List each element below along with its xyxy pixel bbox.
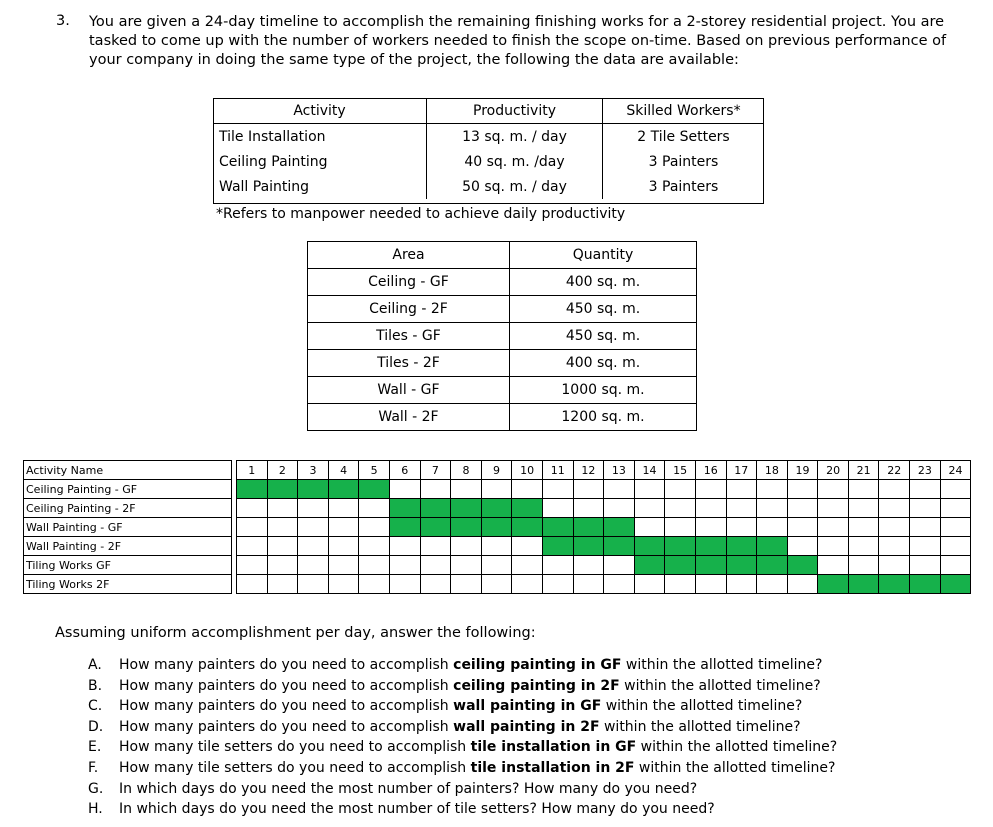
gantt-empty-cell bbox=[604, 575, 635, 594]
gantt-bar-cell bbox=[879, 575, 910, 594]
activity-cell: Wall Painting bbox=[213, 174, 427, 199]
problem-number: 3. bbox=[56, 13, 70, 29]
question-text: In which days do you need the most number of painters? How many do you need? bbox=[119, 780, 698, 797]
gantt-activity-name: Tiling Works 2F bbox=[24, 575, 232, 594]
question-item bbox=[88, 676, 837, 697]
gantt-empty-cell bbox=[542, 575, 573, 594]
gantt-empty-cell bbox=[848, 499, 879, 518]
question-text: How many painters do you need to accomplish bbox=[119, 718, 454, 735]
gantt-empty-cell bbox=[757, 499, 788, 518]
gantt-day-label: 17 bbox=[726, 461, 757, 480]
gantt-empty-cell bbox=[879, 556, 910, 575]
question-text: How many tile setters do you need to accomplish bbox=[119, 739, 471, 756]
question-text-end: within the allotted timeline? bbox=[599, 718, 801, 735]
gantt-empty-cell bbox=[328, 518, 359, 537]
productivity-footnote: *Refers to manpower needed to achieve daily productivity bbox=[216, 206, 626, 222]
gantt-bar-cell bbox=[940, 575, 971, 594]
workers-cell: 3 Painters bbox=[648, 153, 719, 170]
question-item bbox=[88, 737, 837, 758]
quantity-cell: 1200 sq. m. bbox=[510, 404, 697, 431]
gantt-bar-cell bbox=[542, 537, 573, 556]
gantt-day-label: 24 bbox=[940, 461, 971, 480]
question-emphasis: ceiling painting in GF bbox=[453, 657, 622, 673]
gantt-empty-cell bbox=[910, 537, 941, 556]
gantt-bar-cell bbox=[695, 556, 726, 575]
area-cell: Tiles - 2F bbox=[308, 350, 510, 377]
gantt-day-label: 10 bbox=[512, 461, 543, 480]
gantt-empty-cell bbox=[573, 480, 604, 499]
gantt-empty-cell bbox=[879, 480, 910, 499]
gantt-empty-cell bbox=[573, 575, 604, 594]
gantt-empty-cell bbox=[818, 518, 849, 537]
gantt-bar-cell bbox=[481, 499, 512, 518]
gantt-empty-cell bbox=[298, 518, 329, 537]
gantt-chart bbox=[23, 460, 971, 594]
gantt-empty-cell bbox=[512, 575, 543, 594]
quantity-cell: 450 sq. m. bbox=[510, 323, 697, 350]
gantt-empty-cell bbox=[757, 480, 788, 499]
question-text-end: within the allotted timeline? bbox=[621, 657, 823, 673]
area-row bbox=[308, 269, 697, 296]
gantt-empty-cell bbox=[267, 499, 298, 518]
gantt-empty-cell bbox=[451, 556, 482, 575]
gantt-day-label: 9 bbox=[481, 461, 512, 480]
gantt-bar-cell bbox=[604, 537, 635, 556]
gantt-empty-cell bbox=[481, 537, 512, 556]
question-text: How many painters do you need to accomplish bbox=[119, 677, 454, 694]
productivity-row bbox=[213, 124, 764, 150]
question-text-end: within the allotted timeline? bbox=[601, 698, 803, 715]
activity-cell: Ceiling Painting bbox=[213, 149, 427, 174]
gantt-bar-cell bbox=[848, 575, 879, 594]
area-header-row bbox=[308, 242, 697, 269]
gantt-empty-cell bbox=[695, 499, 726, 518]
area-row bbox=[308, 404, 697, 431]
gantt-day-label: 11 bbox=[542, 461, 573, 480]
gantt-empty-cell bbox=[237, 575, 268, 594]
productivity-row bbox=[213, 174, 764, 199]
gantt-bar-cell bbox=[512, 518, 543, 537]
gantt-empty-cell bbox=[818, 537, 849, 556]
area-cell: Wall - GF bbox=[308, 377, 510, 404]
gantt-empty-cell bbox=[542, 556, 573, 575]
header-productivity: Productivity bbox=[427, 98, 603, 124]
gantt-empty-cell bbox=[940, 480, 971, 499]
gantt-empty-cell bbox=[634, 518, 665, 537]
question-text: In which days do you need the most number of tile setters? How many do you need? bbox=[119, 801, 715, 818]
gantt-empty-cell bbox=[389, 480, 420, 499]
question-text-end: within the allotted timeline? bbox=[636, 739, 838, 756]
gantt-row bbox=[24, 556, 971, 575]
question-letter: A. bbox=[88, 657, 102, 673]
gantt-empty-cell bbox=[512, 537, 543, 556]
gantt-day-label: 19 bbox=[787, 461, 818, 480]
gantt-empty-cell bbox=[848, 556, 879, 575]
question-letter: E. bbox=[88, 739, 102, 756]
gantt-empty-cell bbox=[787, 499, 818, 518]
gantt-empty-cell bbox=[237, 499, 268, 518]
question-item bbox=[88, 779, 837, 800]
gantt-empty-cell bbox=[848, 537, 879, 556]
gantt-bar-cell bbox=[573, 537, 604, 556]
gantt-row bbox=[24, 518, 971, 537]
gantt-empty-cell bbox=[910, 480, 941, 499]
question-letter: G. bbox=[88, 780, 104, 797]
workers-cell: 2 Tile Setters bbox=[637, 128, 730, 145]
gantt-empty-cell bbox=[787, 518, 818, 537]
gantt-activity-name: Tiling Works GF bbox=[24, 556, 232, 575]
gantt-day-label: 6 bbox=[389, 461, 420, 480]
gantt-day-label: 3 bbox=[298, 461, 329, 480]
gantt-empty-cell bbox=[848, 480, 879, 499]
gantt-empty-cell bbox=[328, 575, 359, 594]
question-emphasis: wall painting in 2F bbox=[453, 718, 600, 735]
area-row bbox=[308, 377, 697, 404]
gantt-day-label: 14 bbox=[634, 461, 665, 480]
gantt-bar-cell bbox=[481, 518, 512, 537]
gantt-day-label: 7 bbox=[420, 461, 451, 480]
gantt-empty-cell bbox=[420, 480, 451, 499]
area-row bbox=[308, 296, 697, 323]
gantt-bar-cell bbox=[726, 556, 757, 575]
gantt-empty-cell bbox=[298, 537, 329, 556]
productivity-header-row bbox=[213, 98, 764, 124]
question-list bbox=[88, 655, 837, 820]
gantt-empty-cell bbox=[695, 575, 726, 594]
productivity-cell: 40 sq. m. /day bbox=[427, 149, 603, 174]
question-item bbox=[88, 655, 837, 676]
gantt-bar-cell bbox=[298, 480, 329, 499]
question-letter: F. bbox=[88, 759, 99, 776]
productivity-cell: 50 sq. m. / day bbox=[427, 174, 603, 199]
gantt-empty-cell bbox=[634, 480, 665, 499]
gantt-empty-cell bbox=[451, 480, 482, 499]
question-letter: D. bbox=[88, 718, 104, 735]
gantt-empty-cell bbox=[359, 537, 390, 556]
gantt-row bbox=[24, 480, 971, 499]
gantt-bar-cell bbox=[665, 537, 696, 556]
gantt-day-label: 12 bbox=[573, 461, 604, 480]
gantt-header-row bbox=[24, 461, 971, 480]
gantt-bar-cell bbox=[389, 499, 420, 518]
gantt-empty-cell bbox=[940, 537, 971, 556]
header-activity: Activity bbox=[213, 98, 427, 124]
quantity-cell: 400 sq. m. bbox=[510, 350, 697, 377]
gantt-empty-cell bbox=[389, 556, 420, 575]
gantt-empty-cell bbox=[848, 518, 879, 537]
gantt-empty-cell bbox=[634, 499, 665, 518]
gantt-empty-cell bbox=[818, 556, 849, 575]
question-item bbox=[88, 799, 837, 820]
gantt-day-label: 15 bbox=[665, 461, 696, 480]
gantt-day-label: 8 bbox=[451, 461, 482, 480]
gantt-bar-cell bbox=[757, 537, 788, 556]
gantt-empty-cell bbox=[542, 499, 573, 518]
gantt-bar-cell bbox=[359, 480, 390, 499]
header-area: Area bbox=[308, 242, 510, 269]
question-emphasis: tile installation in GF bbox=[470, 739, 637, 756]
gantt-row bbox=[24, 499, 971, 518]
gantt-empty-cell bbox=[573, 499, 604, 518]
gantt-empty-cell bbox=[267, 518, 298, 537]
gantt-row bbox=[24, 575, 971, 594]
gantt-empty-cell bbox=[757, 518, 788, 537]
question-text-end: within the allotted timeline? bbox=[634, 759, 836, 776]
activity-cell: Tile Installation bbox=[213, 124, 427, 150]
gantt-empty-cell bbox=[757, 575, 788, 594]
gantt-empty-cell bbox=[328, 537, 359, 556]
gantt-bar-cell bbox=[665, 556, 696, 575]
gantt-empty-cell bbox=[940, 518, 971, 537]
gantt-bar-cell bbox=[634, 537, 665, 556]
gantt-bar-cell bbox=[420, 499, 451, 518]
gantt-empty-cell bbox=[481, 575, 512, 594]
gantt-bar-cell bbox=[573, 518, 604, 537]
gantt-day-label: 13 bbox=[604, 461, 635, 480]
gantt-bar-cell bbox=[237, 480, 268, 499]
gantt-empty-cell bbox=[879, 537, 910, 556]
gantt-empty-cell bbox=[726, 480, 757, 499]
productivity-row bbox=[213, 149, 764, 174]
gantt-empty-cell bbox=[910, 518, 941, 537]
gantt-day-label: 5 bbox=[359, 461, 390, 480]
gantt-activity-name: Ceiling Painting - GF bbox=[24, 480, 232, 499]
gantt-activity-header: Activity Name bbox=[24, 461, 232, 480]
gantt-day-label: 22 bbox=[879, 461, 910, 480]
question-item bbox=[88, 758, 837, 779]
gantt-empty-cell bbox=[665, 575, 696, 594]
productivity-cell: 13 sq. m. / day bbox=[427, 124, 603, 150]
gantt-empty-cell bbox=[818, 480, 849, 499]
gantt-bar-cell bbox=[451, 499, 482, 518]
gantt-empty-cell bbox=[726, 575, 757, 594]
productivity-table bbox=[213, 98, 764, 199]
question-letter: C. bbox=[88, 698, 103, 715]
question-text: How many painters do you need to accomplish bbox=[119, 657, 454, 673]
gantt-empty-cell bbox=[420, 537, 451, 556]
problem-intro: You are given a 24-day timeline to accomplish the remaining finishing works for a 2-storey residential project. You are tasked to come up with the number of workers needed to finish the scope on-time. Based on previous performance of your company in doing the same type of the project, the following the data are available: bbox=[89, 14, 947, 68]
gantt-empty-cell bbox=[818, 499, 849, 518]
gantt-empty-cell bbox=[267, 537, 298, 556]
gantt-empty-cell bbox=[359, 575, 390, 594]
area-cell: Ceiling - 2F bbox=[308, 296, 510, 323]
gantt-empty-cell bbox=[420, 575, 451, 594]
gantt-day-label: 20 bbox=[818, 461, 849, 480]
gantt-bar-cell bbox=[328, 480, 359, 499]
gantt-empty-cell bbox=[879, 518, 910, 537]
gantt-bar-cell bbox=[818, 575, 849, 594]
quantity-cell: 400 sq. m. bbox=[510, 269, 697, 296]
gantt-empty-cell bbox=[328, 499, 359, 518]
question-item bbox=[88, 717, 837, 738]
question-text-end: within the allotted timeline? bbox=[619, 677, 821, 694]
gantt-empty-cell bbox=[940, 499, 971, 518]
question-text: How many painters do you need to accomplish bbox=[119, 698, 454, 715]
gantt-day-label: 23 bbox=[910, 461, 941, 480]
question-item bbox=[88, 696, 837, 717]
gantt-activity-name: Wall Painting - 2F bbox=[24, 537, 232, 556]
gantt-day-label: 2 bbox=[267, 461, 298, 480]
gantt-bar-cell bbox=[451, 518, 482, 537]
gantt-empty-cell bbox=[237, 537, 268, 556]
gantt-empty-cell bbox=[389, 537, 420, 556]
assumption-text: Assuming uniform accomplishment per day, answer the following: bbox=[55, 625, 536, 641]
gantt-day-label: 21 bbox=[848, 461, 879, 480]
gantt-bar-cell bbox=[420, 518, 451, 537]
area-row bbox=[308, 323, 697, 350]
gantt-empty-cell bbox=[451, 537, 482, 556]
gantt-activity-name: Wall Painting - GF bbox=[24, 518, 232, 537]
question-emphasis: ceiling painting in 2F bbox=[453, 677, 620, 694]
gantt-empty-cell bbox=[665, 480, 696, 499]
question-letter: B. bbox=[88, 677, 103, 694]
gantt-empty-cell bbox=[787, 480, 818, 499]
gantt-empty-cell bbox=[634, 575, 665, 594]
question-text: How many tile setters do you need to accomplish bbox=[119, 759, 471, 776]
gantt-empty-cell bbox=[695, 480, 726, 499]
gantt-bar-cell bbox=[267, 480, 298, 499]
gantt-bar-cell bbox=[726, 537, 757, 556]
gantt-empty-cell bbox=[451, 575, 482, 594]
gantt-empty-cell bbox=[359, 499, 390, 518]
header-quantity: Quantity bbox=[510, 242, 697, 269]
gantt-empty-cell bbox=[420, 556, 451, 575]
gantt-bar-cell bbox=[695, 537, 726, 556]
gantt-empty-cell bbox=[879, 499, 910, 518]
question-letter: H. bbox=[88, 801, 103, 818]
gantt-empty-cell bbox=[940, 556, 971, 575]
gantt-empty-cell bbox=[298, 499, 329, 518]
gantt-empty-cell bbox=[298, 556, 329, 575]
gantt-empty-cell bbox=[481, 480, 512, 499]
gantt-activity-name: Ceiling Painting - 2F bbox=[24, 499, 232, 518]
gantt-empty-cell bbox=[328, 556, 359, 575]
gantt-bar-cell bbox=[389, 518, 420, 537]
gantt-empty-cell bbox=[695, 518, 726, 537]
gantt-empty-cell bbox=[787, 537, 818, 556]
area-row bbox=[308, 350, 697, 377]
gantt-day-label: 18 bbox=[757, 461, 788, 480]
area-cell: Ceiling - GF bbox=[308, 269, 510, 296]
gantt-empty-cell bbox=[726, 499, 757, 518]
gantt-day-label: 1 bbox=[237, 461, 268, 480]
gantt-bar-cell bbox=[542, 518, 573, 537]
gantt-bar-cell bbox=[512, 499, 543, 518]
gantt-empty-cell bbox=[359, 518, 390, 537]
gantt-bar-cell bbox=[787, 556, 818, 575]
question-emphasis: wall painting in GF bbox=[453, 698, 602, 715]
gantt-empty-cell bbox=[237, 518, 268, 537]
area-cell: Wall - 2F bbox=[308, 404, 510, 431]
gantt-bar-cell bbox=[757, 556, 788, 575]
question-emphasis: tile installation in 2F bbox=[470, 759, 635, 776]
gantt-empty-cell bbox=[604, 499, 635, 518]
gantt-bar-cell bbox=[634, 556, 665, 575]
gantt-empty-cell bbox=[359, 556, 390, 575]
gantt-empty-cell bbox=[604, 556, 635, 575]
gantt-row bbox=[24, 537, 971, 556]
gantt-empty-cell bbox=[267, 575, 298, 594]
gantt-empty-cell bbox=[910, 556, 941, 575]
gantt-empty-cell bbox=[665, 499, 696, 518]
gantt-day-label: 16 bbox=[695, 461, 726, 480]
gantt-empty-cell bbox=[787, 575, 818, 594]
header-skilled-workers: Skilled Workers* bbox=[603, 98, 765, 124]
gantt-empty-cell bbox=[512, 480, 543, 499]
gantt-empty-cell bbox=[726, 518, 757, 537]
gantt-day-label: 4 bbox=[328, 461, 359, 480]
gantt-empty-cell bbox=[573, 556, 604, 575]
gantt-bar-cell bbox=[910, 575, 941, 594]
gantt-empty-cell bbox=[512, 556, 543, 575]
workers-cell: 3 Painters bbox=[648, 178, 719, 195]
quantity-cell: 450 sq. m. bbox=[510, 296, 697, 323]
gantt-empty-cell bbox=[910, 499, 941, 518]
gantt-empty-cell bbox=[389, 575, 420, 594]
gantt-empty-cell bbox=[542, 480, 573, 499]
gantt-empty-cell bbox=[267, 556, 298, 575]
gantt-empty-cell bbox=[665, 518, 696, 537]
gantt-bar-cell bbox=[604, 518, 635, 537]
area-cell: Tiles - GF bbox=[308, 323, 510, 350]
gantt-empty-cell bbox=[237, 556, 268, 575]
quantity-cell: 1000 sq. m. bbox=[510, 377, 697, 404]
gantt-empty-cell bbox=[481, 556, 512, 575]
gantt-empty-cell bbox=[604, 480, 635, 499]
area-table bbox=[307, 241, 697, 431]
gantt-empty-cell bbox=[298, 575, 329, 594]
